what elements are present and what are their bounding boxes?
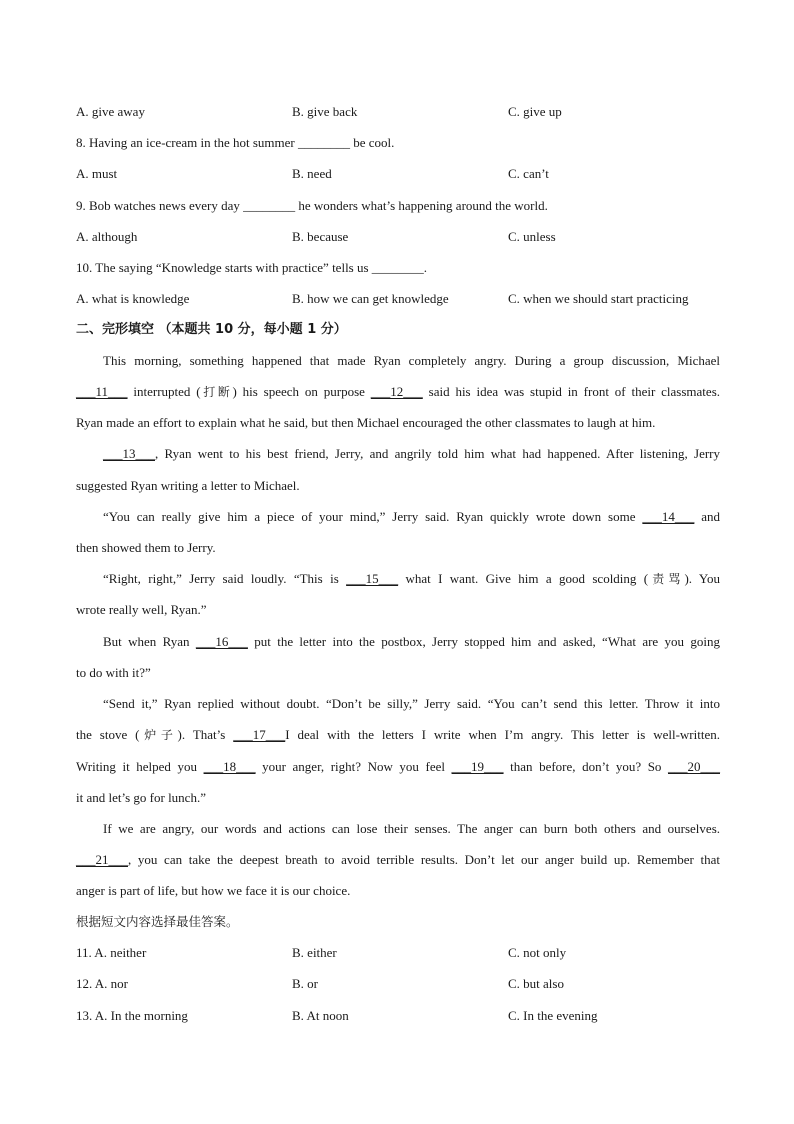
- blank-14: ___14___: [642, 509, 695, 524]
- q13-option-b: B. At noon: [292, 1008, 349, 1023]
- blank-17: ___17___: [233, 727, 286, 742]
- cjk-gloss: 炉子: [139, 728, 178, 742]
- q12-options-row: [76, 974, 720, 994]
- q12-option-c: C. but also: [508, 976, 564, 991]
- passage-p7-line1: If we are angry, our words and actions can lose their senses. The anger can burn both others and ourselves.: [103, 821, 720, 836]
- q10-option-c: C. when we should start practicing: [508, 291, 689, 306]
- q13-options-row: [76, 1006, 720, 1026]
- q11-option-c: C. not only: [508, 945, 567, 960]
- q9-stem: 9. Bob watches news every day ________ he wonders what’s happening around the world.: [76, 198, 548, 213]
- q12-option-a: 12. A. nor: [76, 976, 128, 991]
- q8-options-row: [76, 164, 720, 184]
- q10-option-b: B. how we can get knowledge: [292, 291, 449, 306]
- passage-p1-line2: ___11___ interrupted (打断) his speech on purpose ___12___ said his idea was stupid in front of their classmates.: [76, 384, 720, 399]
- passage-p1-line3: Ryan made an effort to explain what he said, but then Michael encouraged the other classmates to laugh at him.: [76, 415, 656, 430]
- q11-option-a: 11. A. neither: [76, 945, 147, 960]
- q9-option-b: B. because: [292, 229, 349, 244]
- q12-option-b: B. or: [292, 976, 318, 991]
- q7-option-a: A. give away: [76, 104, 145, 119]
- blank-12: ___12___: [370, 384, 423, 399]
- passage-p5-line2: to do with it?”: [76, 665, 151, 680]
- passage-p6-line4: it and let’s go for lunch.”: [76, 790, 206, 805]
- passage-p6-line1: “Send it,” Ryan replied without doubt. “Don’t be silly,” Jerry said. “You can’t send this letter. Throw it into: [103, 696, 720, 711]
- q10-stem: 10. The saying “Knowledge starts with practice” tells us ________.: [76, 260, 428, 275]
- passage-p3-line1: “You can really give him a piece of your mind,” Jerry said. Ryan quickly wrote down some ___14___ and: [103, 509, 720, 524]
- q8-option-b: B. need: [292, 166, 332, 181]
- blank-11: ___11___: [76, 384, 128, 399]
- passage-p7-line2: ___21___, you can take the deepest breath to avoid terrible results. Don’t let our anger build up. Remember that: [76, 852, 720, 867]
- q9-options-row: [76, 227, 720, 247]
- q7-option-c: C. give up: [508, 104, 562, 119]
- passage-p7-line3: anger is part of life, but how we face it is our choice.: [76, 883, 351, 898]
- blank-16: ___16___: [195, 634, 248, 649]
- blank-20: ___20___: [668, 759, 720, 774]
- section-heading: 二、完形填空 （本题共 10 分，每小题 1 分）: [76, 322, 347, 337]
- instruction-text: 根据短文内容选择最佳答案。: [76, 914, 239, 929]
- blank-18: ___18___: [203, 759, 256, 774]
- passage-p4-line2: wrote really well, Ryan.”: [76, 602, 207, 617]
- passage-p1-line1: This morning, something happened that made Ryan completely angry. During a group discussion, Michael: [103, 353, 720, 368]
- q13-option-c: C. In the evening: [508, 1008, 598, 1023]
- q10-options-row: [76, 289, 720, 309]
- q11-options-row: [76, 943, 720, 963]
- passage-p6-line3: Writing it helped you ___18___ your anger, right? Now you feel ___19___ than before, don’t you? So ___20___: [76, 759, 720, 774]
- passage-p4-line1: “Right, right,” Jerry said loudly. “This is ___15___ what I want. Give him a good scolding (责骂). You: [103, 571, 720, 586]
- q9-option-c: C. unless: [508, 229, 556, 244]
- passage-p2-line2: suggested Ryan writing a letter to Michael.: [76, 478, 300, 493]
- blank-15: ___15___: [346, 571, 399, 586]
- q13-option-a: 13. A. In the morning: [76, 1008, 188, 1023]
- q8-option-a: A. must: [76, 166, 118, 181]
- passage-p6-line2: the stove (炉子). That’s ___17___I deal with the letters I write when I’m angry. This letter is well-written.: [76, 727, 720, 742]
- passage-p5-line1: But when Ryan ___16___ put the letter into the postbox, Jerry stopped him and asked, “What are you going: [103, 634, 720, 649]
- blank-13: ___13___: [103, 446, 155, 461]
- q7-option-b: B. give back: [292, 104, 358, 119]
- cjk-gloss: 责骂: [648, 572, 685, 586]
- q8-stem: 8. Having an ice-cream in the hot summer ________ be cool.: [76, 135, 395, 150]
- blank-21: ___21___: [76, 852, 128, 867]
- passage-p2-line1: ___13___, Ryan went to his best friend, Jerry, and angrily told him what had happened. After listening, Jerry: [103, 446, 720, 461]
- q11-option-b: B. either: [292, 945, 337, 960]
- blank-19: ___19___: [451, 759, 504, 774]
- passage-p3-line2: then showed them to Jerry.: [76, 540, 216, 555]
- q9-option-a: A. although: [76, 229, 138, 244]
- q7-options-row: [76, 102, 720, 122]
- q10-option-a: A. what is knowledge: [76, 291, 190, 306]
- cjk-gloss: 打断: [200, 385, 233, 399]
- q8-option-c: C. can’t: [508, 166, 549, 181]
